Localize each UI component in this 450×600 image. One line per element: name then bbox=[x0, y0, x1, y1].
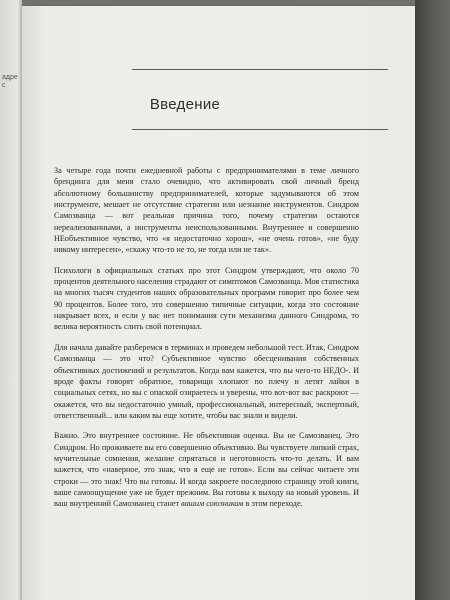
adjacent-page-text: адрес bbox=[2, 74, 18, 90]
paragraph-2: Психологи в официальных статьях про этот Синдром утверждают, что около 70 процентов деятельного населения страдают от симптомов Самозванца. Моя статистика на многих тысяч студентов наших образовательных программ говорит про более чем 90 процентов. Более того, это совершенно типичные ситуации, когда это состояние накрывает всех, и если у вас нет понимания сути механизма данного Синдрома, то велика вероятность слить свой потенциал. bbox=[54, 265, 359, 332]
paragraph-1: За четыре года почти ежедневной работы с предпринимателями в теме личного брендинга для меня стало очевидно, что активировать свой личный бренд абсолютному большинству предпринимателей, которые задумываются об этом инструменте, мешает не отсутствие стратегии или незнание инструментов. Синдром Самозванца — вот реальная причина того, почему стратегии остаются нереализованными, а инструменты неиспользованными. Внутреннее и совершенно НЕобъективное чувство, что «я недостаточно хорош», «не очень готов», «не буду никому интересен», «скажу что-то не то, не тогда или не так». bbox=[54, 166, 359, 255]
paragraph-4-text: Важно. Это внутреннее состояние. Не объективная оценка. Вы не Самозванец. Это Синдром. Но проживаете вы его совершенно объективно. Вы чувствуете липкий страх, мучительные сомнения, желание спрятаться и неготовность что-то делать. И вам кажется, что «наверное, это знак, что я еще не готов». Если вы сейчас читаете эти строки — это знак! Что вы готовы. И когда закроете последнюю страницу этой книги, ваше самоощущение уже не будет прежним. Вы готовы к выходу на новый уровень. И ваш внутренний Самозванец станет bbox=[54, 431, 359, 509]
chapter-rule-top bbox=[132, 69, 388, 70]
paragraph-4 bbox=[54, 430, 359, 509]
chapter-title: Введение bbox=[149, 96, 221, 113]
right-background bbox=[415, 0, 450, 600]
paragraph-4-end: в этом переходе. bbox=[243, 499, 303, 509]
chapter-body bbox=[54, 165, 359, 519]
book-page bbox=[22, 6, 415, 600]
paragraph-4-emphasis: вашим союзником bbox=[181, 499, 244, 509]
adjacent-page-edge bbox=[0, 0, 22, 600]
chapter-rule-bottom bbox=[132, 129, 388, 130]
paragraph-3: Для начала давайте разберемся в терминах и проведем небольшой тест. Итак, Синдром Самозванца — это что? Субъективное чувство обесценивания собственных объективных достижений и результатов. Когда вам кажется, что вы чего-то НЕДО-. И вроде факты говорят обратное, товарищи хлопают по плечу и летят лайки в социальных сетях, но вы с опаской озираетесь и уверены, что вот-вот вас раскроют — окажется, что вы недостаточно умный, профессиональный, интересный, экспертный, ответственный... или каким вы еще хотите, чтобы вас знали и видели. bbox=[54, 342, 359, 420]
